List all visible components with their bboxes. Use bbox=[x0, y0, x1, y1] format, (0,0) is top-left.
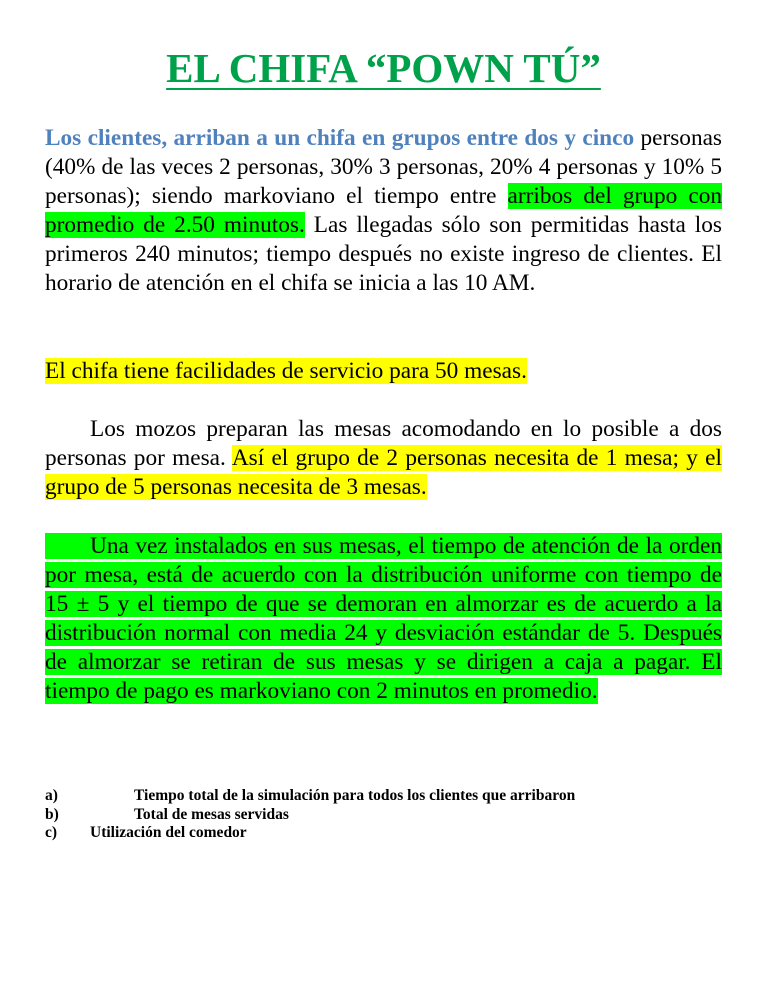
paragraph-text: Una vez instalados en sus mesas, el tiempo de atención de la orden por mesa, está de acuerdo con la distribución uniforme con tiempo de 15 ± 5 y el tiempo de que se demoran en almorzar es de acuerdo a la distribución normal con media 24 y desviación estándar de 5. Después de almorzar se retiran de sus mesas y se dirigen a caja a pagar. El tiempo de pago es markoviano con 2 minutos en promedio. bbox=[45, 533, 722, 704]
paragraph-text: Los mozos preparan las mesas acomodando en lo posible a dos personas por mesa. bbox=[45, 416, 722, 471]
highlighted-text: El chifa tiene facilidades de servicio para 50 mesas. bbox=[45, 358, 527, 384]
list-item bbox=[45, 787, 722, 806]
paragraph-service bbox=[45, 532, 722, 706]
list-item-text: Total de mesas servidas bbox=[134, 805, 289, 823]
list-marker: a) bbox=[45, 787, 58, 804]
paragraph-tables bbox=[45, 357, 722, 386]
list-item-text: Utilización del comedor bbox=[90, 824, 247, 841]
document-title: EL CHIFA “POWN TÚ” bbox=[166, 45, 601, 91]
highlighted-text: arribos del grupo con promedio de 2.50 minutos. bbox=[45, 183, 722, 238]
list-item bbox=[45, 824, 722, 843]
highlighted-text bbox=[45, 533, 722, 704]
list-item-text: Tiempo total de la simulación para todos los clientes que arribaron bbox=[134, 787, 576, 804]
list-marker: b) bbox=[45, 805, 59, 823]
questions-list bbox=[45, 787, 722, 843]
highlighted-text: Así el grupo de 2 personas necesita de 1 mesa; y el grupo de 5 personas necesita de 3 mesas. bbox=[45, 445, 722, 500]
list-marker: c) bbox=[45, 824, 58, 841]
paragraph-lead-bold: Los clientes, arriban a un chifa en grupos entre dos y cinco bbox=[45, 125, 635, 151]
paragraph-waiters bbox=[45, 415, 722, 502]
list-item bbox=[45, 806, 722, 825]
paragraph-text: Las llegadas sólo son permitidas hasta los primeros 240 minutos; tiempo después no existe ingreso de clientes. El horario de atención en el chifa se inicia a las 10 AM. bbox=[45, 212, 722, 296]
paragraph-text: personas (40% de las veces 2 personas, 30% 3 personas, 20% 4 personas y 10% 5 personas); siendo markoviano el tiempo entre bbox=[45, 125, 722, 209]
paragraph-arrivals bbox=[45, 124, 722, 298]
